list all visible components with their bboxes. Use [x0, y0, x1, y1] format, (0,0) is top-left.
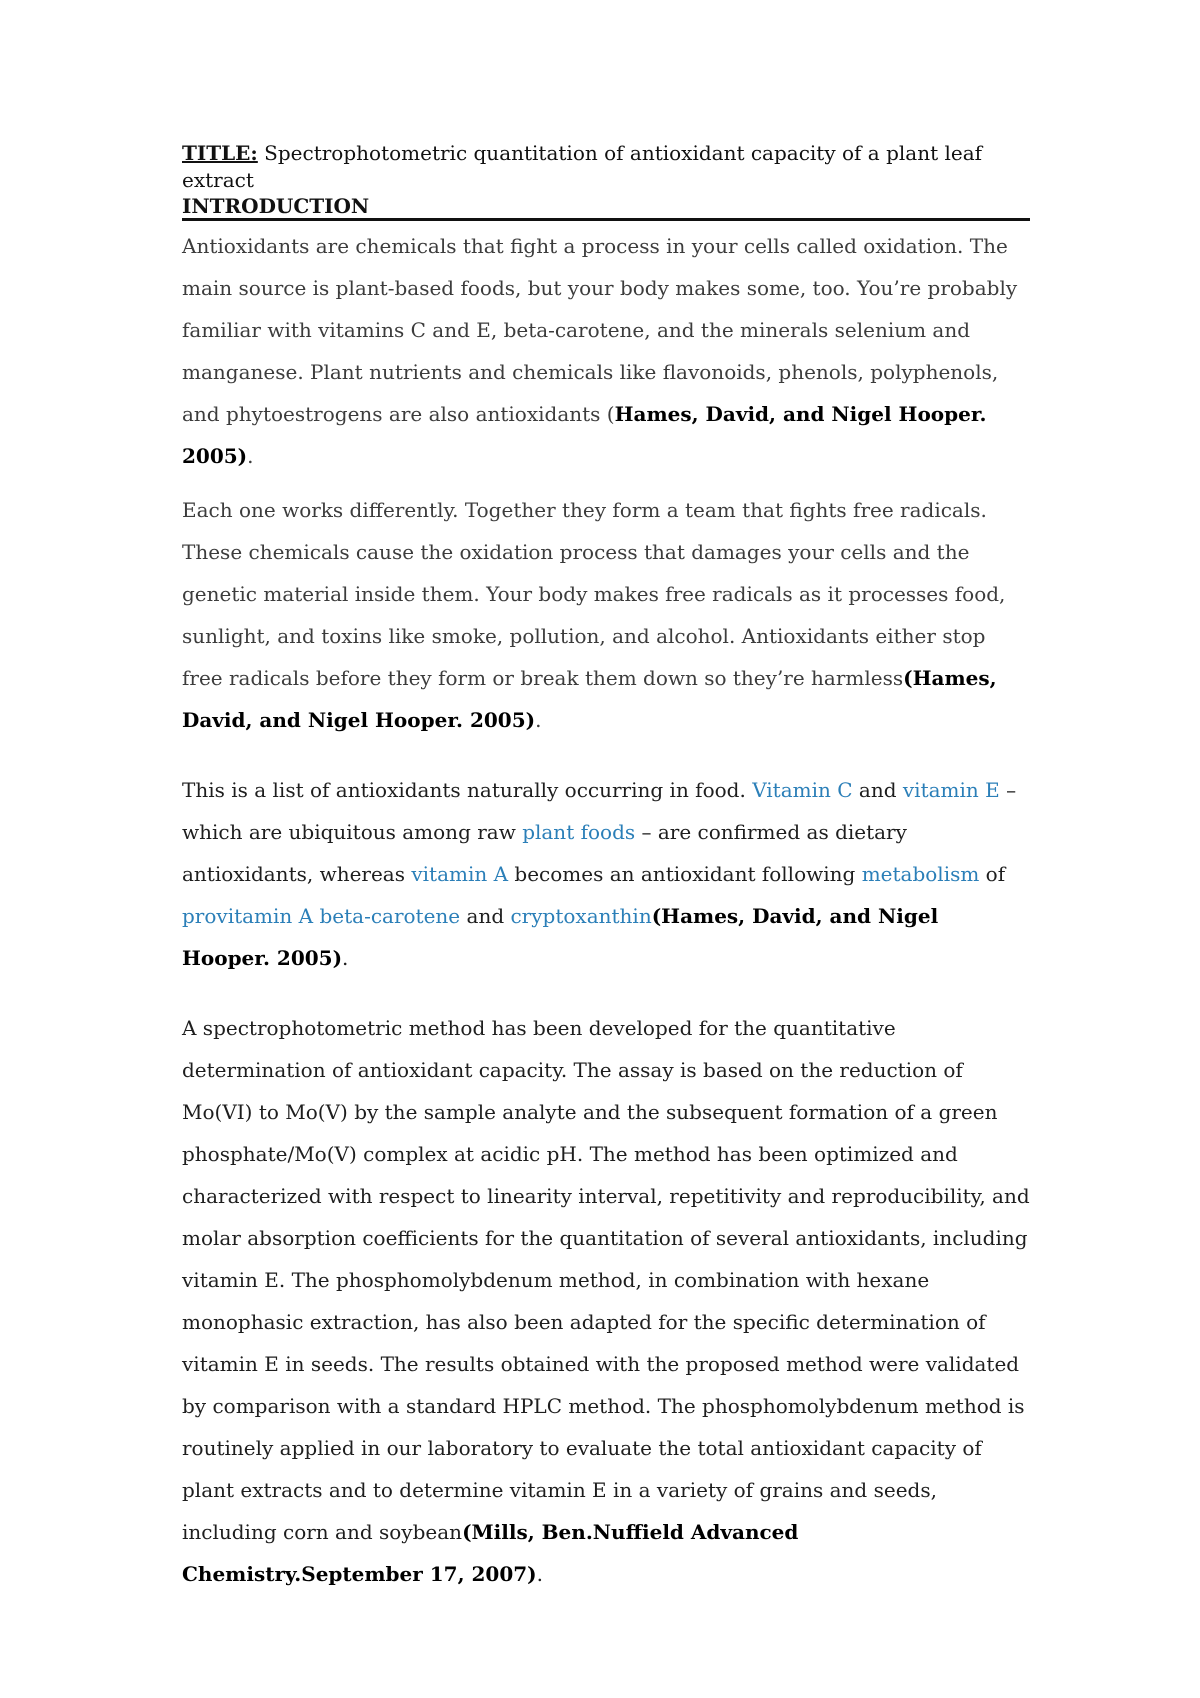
p3-text-2: and	[852, 778, 903, 802]
paragraph-2-end: .	[535, 708, 542, 732]
document-title	[182, 140, 1030, 194]
paragraph-4-end: .	[536, 1562, 543, 1586]
paragraph-2-text: Each one works differently. Together they form a team that fights free radicals. These chemicals cause the oxidation process that damages your cells and the genetic material inside them. Your body makes free radicals as it processes food, sunlight, and toxins like smoke, pollution, and alcohol. Antioxidants either stop free radicals before they form or break them down so they’re harmless	[182, 498, 1006, 690]
paragraph-4-text: A spectrophotometric method has been developed for the quantitative determination of antioxidant capacity. The assay is based on the reduction of Mo(VI) to Mo(V) by the sample analyte and the subsequent formation of a green phosphate/Mo(V) complex at acidic pH. The method has been optimized and characterized with respect to linearity interval, repetitivity and reproducibility, and molar absorption coefficients for the quantitation of several antioxidants, including vitamin E. The phosphomolybdenum method, in combination with hexane monophasic extraction, has also been adapted for the specific determination of vitamin E in seeds. The results obtained with the proposed method were validated by comparison with a standard HPLC method. The phosphomolybdenum method is routinely applied in our laboratory to evaluate the total antioxidant capacity of plant extracts and to determine vitamin E in a variety of grains and seeds, including corn and soybean	[182, 1016, 1030, 1544]
p3-text-8: and	[460, 904, 511, 928]
link-metabolism[interactable]: metabolism	[861, 862, 980, 886]
link-beta-carotene[interactable]: beta-carotene	[319, 904, 461, 928]
p3-text-4: – are confirmed as dietary antioxidants, whereas	[182, 820, 907, 886]
paragraph-1-citation: Hames, David, and Nigel Hooper. 2005)	[182, 402, 987, 468]
title-label: TITLE:	[182, 141, 258, 165]
link-provitamin-a[interactable]: provitamin A	[182, 904, 314, 928]
paragraph-4	[182, 1007, 1030, 1595]
paragraph-1-text: Antioxidants are chemicals that fight a process in your cells called oxidation. The main source is plant-based foods, but your body makes some, too. You’re probably familiar with vitamins C and E, beta-carotene, and the minerals selenium and manganese. Plant nutrients and chemicals like flavonoids, phenols, polyphenols, and phytoestrogens are also antioxidants (	[182, 234, 1018, 426]
document-page	[182, 140, 1030, 1595]
p3-text-3: – which are ubiquitous among raw	[182, 778, 1017, 844]
paragraph-2	[182, 489, 1030, 741]
p3-text-5: becomes an antioxidant following	[508, 862, 862, 886]
section-heading-introduction: INTRODUCTION	[182, 194, 1030, 221]
paragraph-3-end: .	[342, 946, 349, 970]
title-text: Spectrophotometric quantitation of antioxidant capacity of a plant leaf extract	[182, 141, 983, 192]
link-plant-foods[interactable]: plant foods	[522, 820, 636, 844]
link-vitamin-a[interactable]: vitamin A	[411, 862, 509, 886]
paragraph-3-citation: (Hames, David, and Nigel Hooper. 2005)	[182, 904, 939, 970]
paragraph-1	[182, 225, 1030, 477]
p3-text-1: This is a list of antioxidants naturally occurring in food.	[182, 778, 753, 802]
paragraph-1-end: .	[247, 444, 254, 468]
paragraph-2-citation: (Hames, David, and Nigel Hooper. 2005)	[182, 666, 997, 732]
link-cryptoxanthin[interactable]: cryptoxanthin	[510, 904, 652, 928]
paragraph-4-citation: (Mills, Ben.Nuffield Advanced Chemistry.September 17, 2007)	[182, 1520, 799, 1586]
link-vitamin-c[interactable]: Vitamin C	[752, 778, 853, 802]
p3-text-6: of	[979, 862, 1006, 886]
paragraph-3	[182, 769, 1030, 979]
link-vitamin-e[interactable]: vitamin E	[902, 778, 1000, 802]
